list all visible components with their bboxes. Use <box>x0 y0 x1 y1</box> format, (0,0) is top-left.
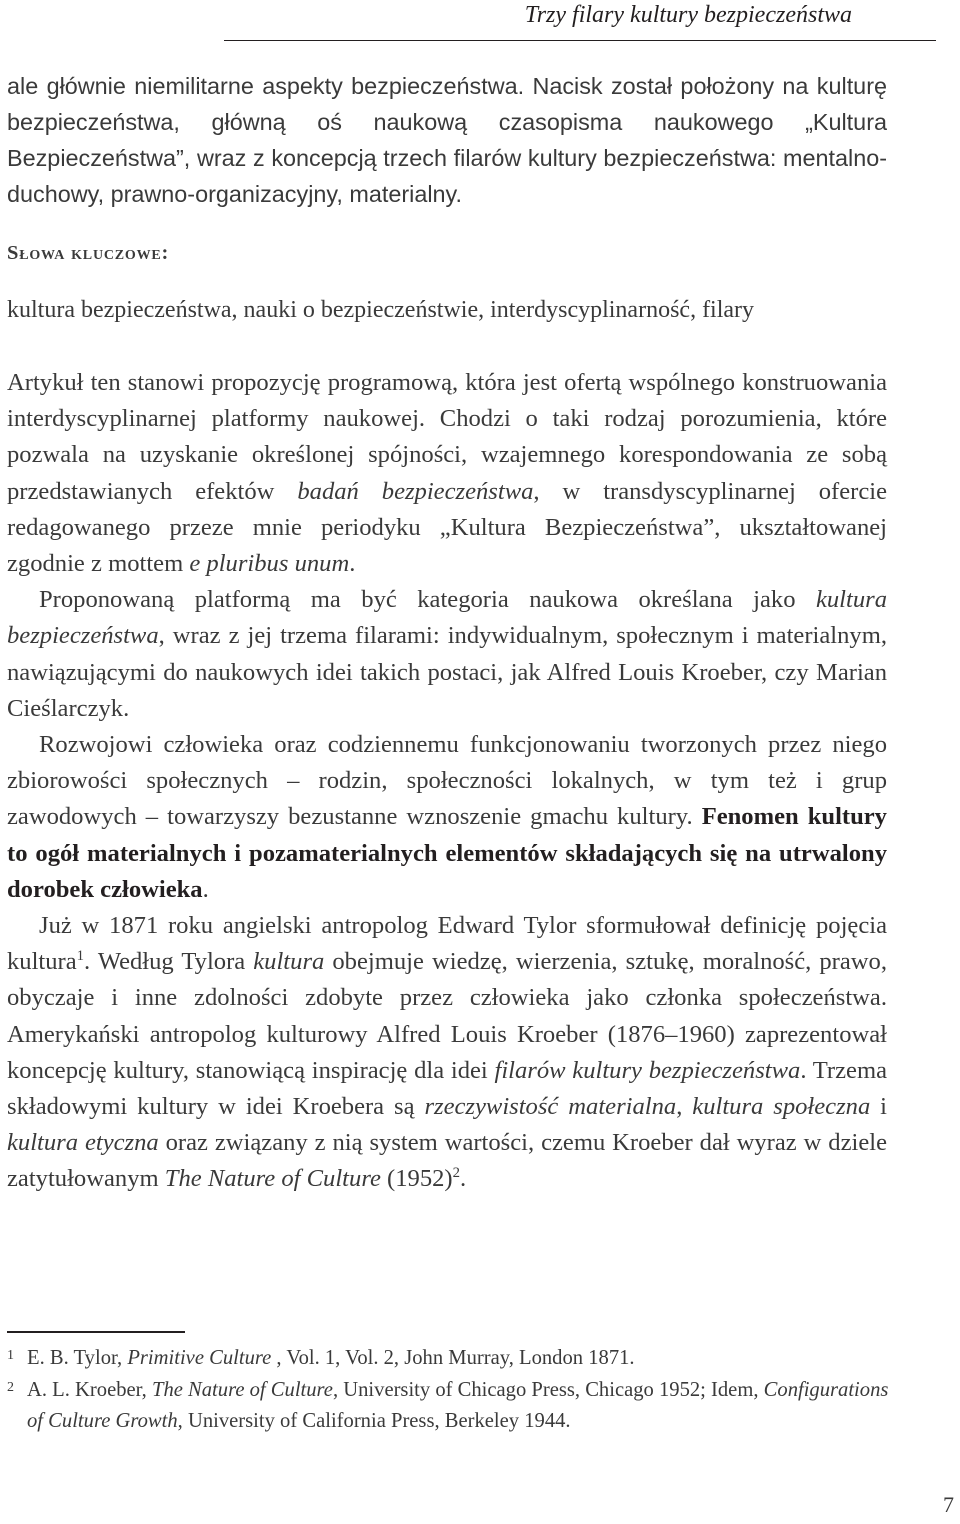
text-run: , w transdyscyplinarnej ofercie redagowanego przeze mnie periodyku „Kultura Bezpieczeństwa”, ukształtowanej zgodnie z mottem <box>7 477 887 578</box>
footnote-2 <box>7 1375 897 1438</box>
abstract-text: ale głównie niemilitarne aspekty bezpieczeństwa. Nacisk został położony na kulturę bezpieczeństwa, główną oś naukową czasopisma naukowego „Kultura Bezpieczeństwa”, wraz z koncepcją trzech filarów kultury bezpieczeństwa: mentalno-duchowy, prawno-organizacyjny, materialny. <box>7 73 887 207</box>
keywords-heading: Słowa kluczowe: <box>7 242 170 264</box>
keywords-text: kultura bezpieczeństwa, nauki o bezpieczeństwie, interdyscyplinarność, filary <box>7 297 755 323</box>
page-number: 7 <box>943 1492 954 1517</box>
text-run: Rozwojowi człowieka oraz codziennemu funkcjonowaniu tworzonych przez niego zbiorowości społecznych – rodzin, społeczności lokalnych, w tym też i grup zawodowych – towarzyszy bezustanne wznoszenie gmachu kultury. <box>7 731 887 831</box>
italic-title: Configurations of Culture Growth <box>27 1378 889 1432</box>
text-run: oraz związany z nią system wartości, czemu Kroeber dał wyraz w dziele zatytułowanym <box>7 1129 888 1193</box>
footnote-number: 2 <box>7 1379 14 1395</box>
footnote-1 <box>7 1343 897 1375</box>
header-rule <box>224 40 936 41</box>
text-run: Artykuł ten stanowi propozycję programową, która jest ofertą wspólnego konstruowania interdyscyplinarnej platformy naukowej. Chodzi o taki rodzaj porozumienia, które pozwala na uzyskanie określonej spójności, wzajemnego korespondowania ze sobą przedstawianych efektów <box>7 369 887 505</box>
footnote-number: 1 <box>7 1348 14 1363</box>
text-run: (1952) <box>380 1165 453 1193</box>
italic-term: kultura społeczna <box>692 1093 871 1121</box>
bold-definition: Fenomen kultury to ogół materialnych i pozamaterialnych elementów składających się na utrwalony dorobek człowieka <box>7 803 887 903</box>
text-run: , wraz z jej trzema filarami: indywidualnym, społecznym i materialnym, nawiązującymi do naukowych idei takich postaci, jak Alfred Louis Kroeber, czy Marian Cieślarczyk. <box>7 622 887 722</box>
text-run: . <box>349 550 356 578</box>
paragraph-2 <box>7 582 887 727</box>
italic-term: badań bezpieczeństwa <box>297 477 534 505</box>
text-run: Proponowaną platformą ma być kategoria naukowa określana jako <box>39 586 816 614</box>
article-body <box>7 365 887 1198</box>
text-run: E. B. Tylor, <box>27 1347 128 1369</box>
italic-title: Primitive Culture <box>127 1347 272 1369</box>
text-run: , Vol. 1, Vol. 2, John Murray, London 1871. <box>271 1347 635 1369</box>
italic-term: kultura etyczna <box>7 1129 159 1157</box>
italic-title: The Nature of Culture <box>164 1165 381 1193</box>
italic-title: The Nature of Culture <box>151 1378 333 1401</box>
footnote-ref-2[interactable]: 2 <box>452 1165 460 1182</box>
italic-term: rzeczywistość materialna <box>424 1093 677 1121</box>
paragraph-3 <box>7 727 887 908</box>
text-run: , University of Chicago Press, Chicago 1952; Idem, <box>332 1378 764 1401</box>
italic-term: kultura <box>253 948 325 976</box>
footnotes <box>7 1343 897 1438</box>
italic-term: e pluribus unum <box>189 550 350 578</box>
text-run: i <box>870 1093 888 1121</box>
paragraph-1 <box>7 365 887 582</box>
text-run: . <box>459 1165 467 1193</box>
paragraph-4 <box>7 908 887 1198</box>
footnote-separator <box>7 1331 185 1333</box>
text-run: A. L. Kroeber, <box>27 1378 152 1401</box>
text-run: obejmuje wiedzę, wierzenia, sztukę, moralność, prawo, obyczaje i inne zdolności zdobyte przez człowieka jako członka społeczeństwa. Amerykański antropolog kulturowy Alfred Louis Kroeber (1876–1960) zaprezentował koncepcję kultury, stanowiącą inspirację dla idei <box>7 948 887 1084</box>
text-run: Już w 1871 roku angielski antropolog Edward Tylor sformułował definicję pojęcia kultura <box>7 912 887 976</box>
text-run: . <box>202 875 209 903</box>
italic-term: kultura bezpieczeństwa <box>7 586 887 650</box>
italic-term: filarów kultury bezpieczeństwa <box>494 1056 801 1084</box>
text-run: . Według Tylora <box>84 948 254 976</box>
text-run: , <box>676 1093 693 1121</box>
text-run: . Trzema składowymi kultury w idei Kroebera są <box>7 1056 887 1121</box>
footnote-ref-1[interactable]: 1 <box>76 948 85 965</box>
running-head: Trzy filary kultury bezpieczeństwa <box>524 2 852 28</box>
text-run: , University of California Press, Berkeley 1944. <box>177 1410 571 1432</box>
